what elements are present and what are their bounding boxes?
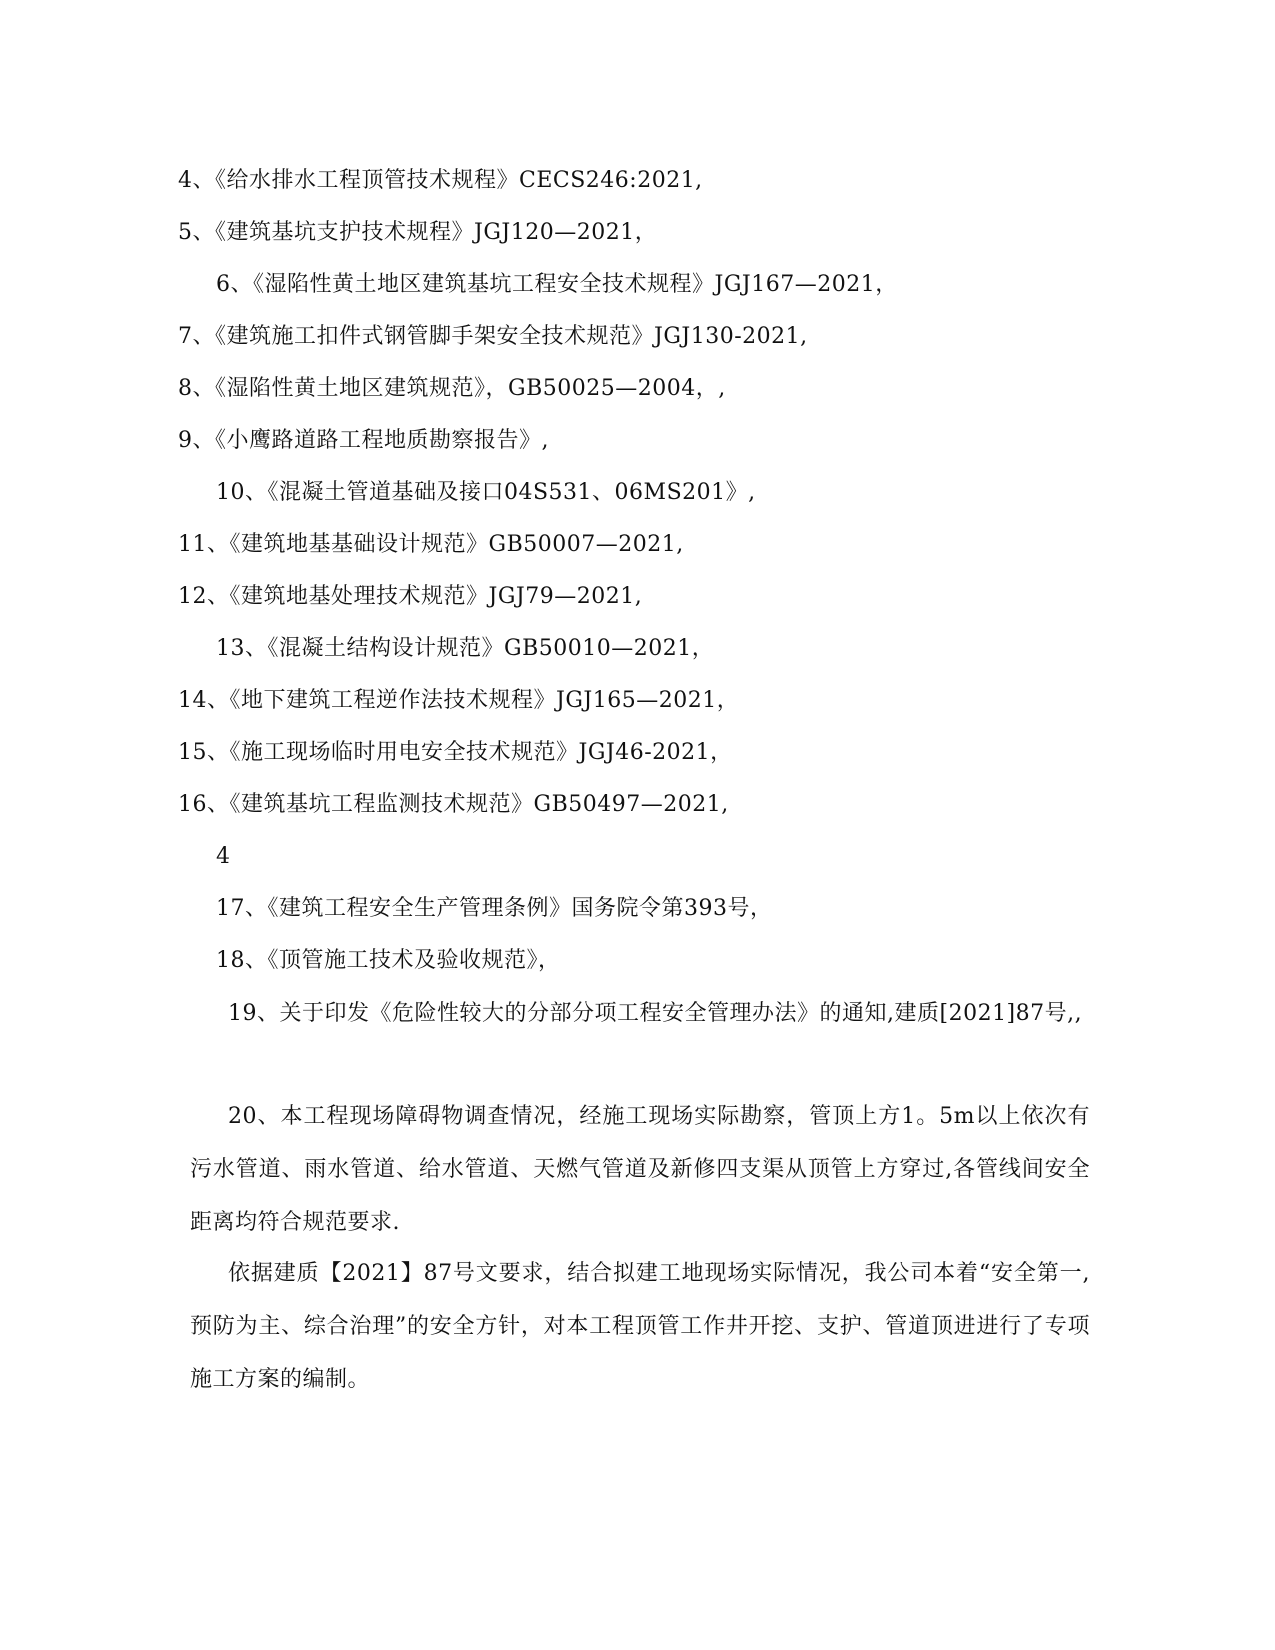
reference-paragraph-20: 20、本工程现场障碍物调查情况，经施工现场实际勘察，管顶上方1。5m以上依次有污水管道、雨水管道、给水管道、天燃气管道及新修四支渠从顶管上方穿过,各管线间安全距离均符合规范要求. bbox=[190, 1104, 1090, 1235]
reference-item-17: 17、《建筑工程安全生产管理条例》国务院令第393号， bbox=[216, 896, 773, 921]
reference-item-16: 16、《建筑基坑工程监测技术规范》GB50497—2021, bbox=[178, 792, 729, 817]
page-number: 4 bbox=[216, 844, 231, 869]
reference-item-12: 12、《建筑地基处理技术规范》JGJ79—2021, bbox=[178, 584, 643, 609]
basis-paragraph: 依据建质【2021】87号文要求，结合拟建工地现场实际情况，我公司本着“安全第一,预防为主、综合治理”的安全方针，对本工程顶管工作井开挖、支护、管道顶进进行了专项施工方案的编制。 bbox=[190, 1261, 1090, 1392]
reference-item-6: 6、《湿陷性黄土地区建筑基坑工程安全技术规程》JGJ167—2021， bbox=[216, 272, 898, 297]
reference-paragraph-19: 19、关于印发《危险性较大的分部分项工程安全管理办法》的通知,建质[2021]87号,, bbox=[228, 1001, 1083, 1026]
reference-item-7: 7、《建筑施工扣件式钢管脚手架安全技术规范》JGJ130-2021, bbox=[178, 324, 808, 349]
reference-item-15: 15、《施工现场临时用电安全技术规范》JGJ46-2021， bbox=[178, 740, 733, 765]
reference-item-9: 9、《小鹰路道路工程地质勘察报告》, bbox=[178, 428, 549, 453]
reference-item-14: 14、《地下建筑工程逆作法技术规程》JGJ165—2021， bbox=[178, 688, 740, 713]
reference-item-11: 11、《建筑地基基础设计规范》GB50007—2021, bbox=[178, 532, 684, 557]
reference-item-8: 8、《湿陷性黄土地区建筑规范》，GB50025—2004，, bbox=[178, 376, 726, 401]
reference-item-4: 4、《给水排水工程顶管技术规程》CECS246:2021, bbox=[178, 168, 703, 193]
reference-item-10: 10、《混凝土管道基础及接口04S531、06MS201》, bbox=[216, 480, 756, 505]
reference-item-13: 13、《混凝土结构设计规范》GB50010—2021， bbox=[216, 636, 715, 661]
reference-item-5: 5、《建筑基坑支护技术规程》JGJ120—2021， bbox=[178, 220, 658, 245]
reference-item-18: 18、《顶管施工技术及验收规范》， bbox=[216, 948, 561, 973]
